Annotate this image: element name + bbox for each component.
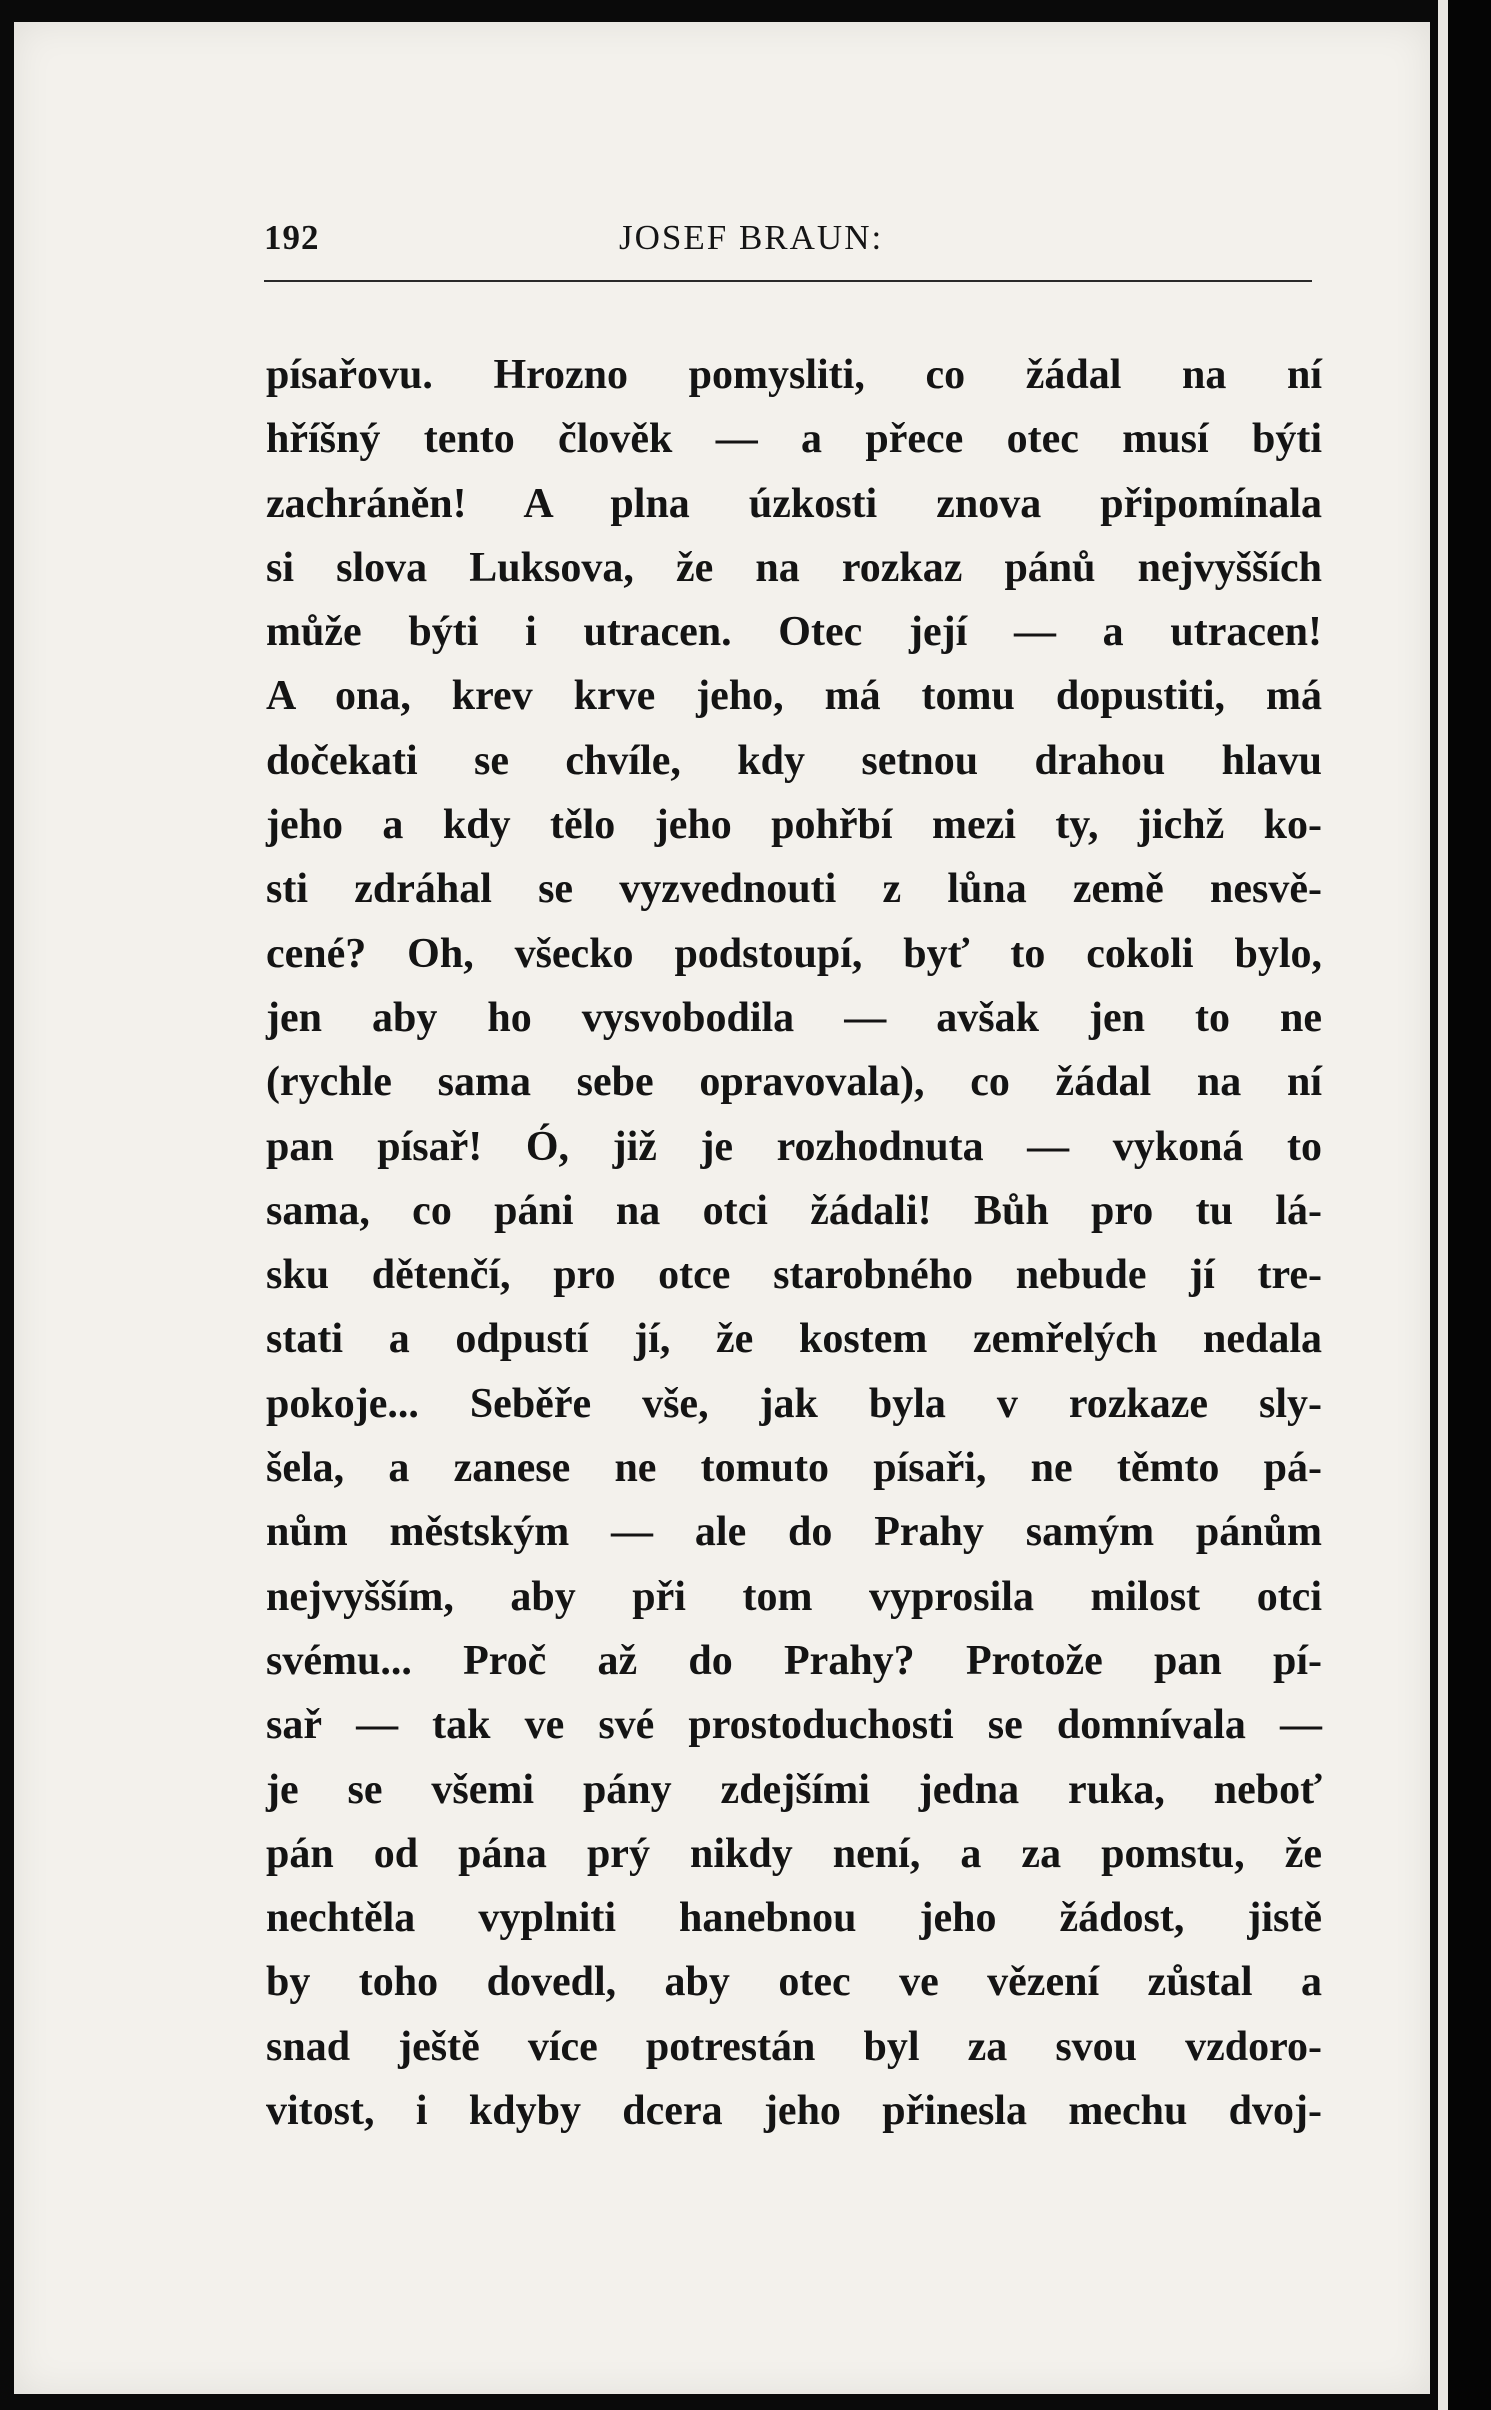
text-line: jeho a kdy tělo jeho pohřbí mezi ty, jichž ko- <box>266 802 1322 849</box>
text-line: vitost, i kdyby dcera jeho přinesla mechu dvoj- <box>266 2088 1322 2135</box>
text-line: si slova Luksova, že na rozkaz pánů nejvyšších <box>266 544 1322 591</box>
text-line: písařovu. Hrozno pomysliti, co žádal na ní <box>266 352 1322 398</box>
text-line: nejvyšším, aby při tom vyprosila milost otci <box>266 1573 1322 1620</box>
text-line: sku dětenčí, pro otce starobného nebude jí tre- <box>266 1252 1322 1299</box>
text-line: (rychle sama sebe opravovala), co žádal na ní <box>266 1059 1322 1106</box>
text-line: snad ještě více potrestán byl za svou vzdoro- <box>266 2023 1322 2070</box>
body-text <box>266 343 1322 2143</box>
text-line: A ona, krev krve jeho, má tomu dopustiti, má <box>266 673 1322 720</box>
text-line: pokoje... Seběře vše, jak byla v rozkaze sly- <box>266 1380 1322 1427</box>
text-line: zachráněn! A plna úzkosti znova připomínala <box>266 480 1322 527</box>
text-line: dočekati se chvíle, kdy setnou drahou hlavu <box>266 737 1322 784</box>
running-head: JOSEF BRAUN: <box>619 218 884 257</box>
text-line: sař — tak ve své prostoduchosti se domnívala — <box>266 1702 1322 1749</box>
page-header <box>264 218 1312 268</box>
text-line: nechtěla vyplniti hanebnou jeho žádost, jistě <box>266 1895 1322 1942</box>
text-line: hříšný tento člověk — a přece otec musí býti <box>266 416 1322 463</box>
page-edge <box>1438 0 1448 2410</box>
header-rule <box>264 280 1312 282</box>
text-line: stati a odpustí jí, že kostem zemřelých nedala <box>266 1316 1322 1363</box>
text-line: cené? Oh, všecko podstoupí, byť to cokoli bylo, <box>266 930 1322 977</box>
text-line: sti zdráhal se vyzvednouti z lůna země nesvě- <box>266 866 1322 913</box>
text-line: svému... Proč až do Prahy? Protože pan pí- <box>266 1637 1322 1684</box>
text-line: pán od pána prý nikdy není, a za pomstu, že <box>266 1830 1322 1877</box>
text-line: jen aby ho vysvobodila — avšak jen to ne <box>266 994 1322 1041</box>
text-line: pan písař! Ó, již je rozhodnuta — vykoná to <box>266 1123 1322 1170</box>
text-line: nům městským — ale do Prahy samým pánům <box>266 1509 1322 1556</box>
text-line: je se všemi pány zdejšími jedna ruka, neboť <box>266 1766 1322 1813</box>
text-line: šela, a zanese ne tomuto písaři, ne těmto pá- <box>266 1445 1322 1492</box>
scan-border <box>1448 0 1491 2410</box>
page-number: 192 <box>264 218 320 257</box>
text-line: může býti i utracen. Otec její — a utracen! <box>266 609 1322 656</box>
text-line: sama, co páni na otci žádali! Bůh pro tu lá- <box>266 1187 1322 1234</box>
text-line: by toho dovedl, aby otec ve vězení zůstal a <box>266 1959 1322 2006</box>
